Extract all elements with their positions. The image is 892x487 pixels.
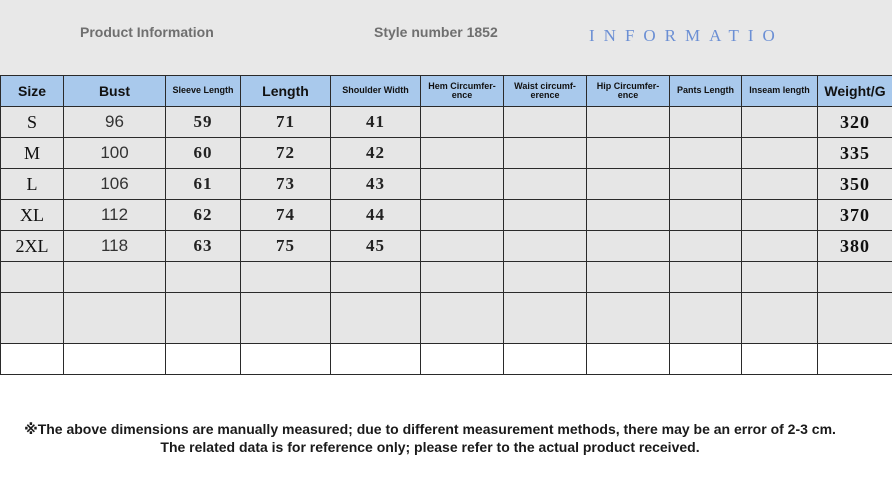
empty-cell — [421, 231, 504, 262]
empty-cell — [421, 169, 504, 200]
empty-cell — [587, 107, 670, 138]
empty-cell — [587, 200, 670, 231]
sleeve-cell: 60 — [166, 138, 241, 169]
col-header-waist-circumference: Waist circumf- erence — [504, 76, 587, 107]
col-header-size: Size — [1, 76, 64, 107]
size-cell: S — [1, 107, 64, 138]
size-cell: M — [1, 138, 64, 169]
weight-cell: 370 — [818, 200, 892, 231]
empty-cell — [587, 169, 670, 200]
empty-row — [1, 262, 892, 293]
empty-cell — [421, 200, 504, 231]
weight-cell: 380 — [818, 231, 892, 262]
weight-cell: 320 — [818, 107, 892, 138]
style-number-label: Style number 1852 — [374, 24, 498, 40]
col-header-length: Length — [241, 76, 331, 107]
weight-cell: 350 — [818, 169, 892, 200]
shoulder-cell: 42 — [331, 138, 421, 169]
col-header-hip-circumference: Hip Circumfer- ence — [587, 76, 670, 107]
shoulder-cell: 45 — [331, 231, 421, 262]
bust-cell: 106 — [64, 169, 166, 200]
table-row — [1, 107, 892, 138]
empty-cell — [587, 231, 670, 262]
note-line-1: ※The above dimensions are manually measured; due to different measurement methods, there may be an error of 2-3 cm. — [24, 421, 836, 437]
table-row — [1, 200, 892, 231]
empty-row — [1, 293, 892, 344]
shoulder-cell: 43 — [331, 169, 421, 200]
empty-cell — [742, 169, 818, 200]
note-line-2: The related data is for reference only; please refer to the actual product received. — [160, 439, 700, 455]
col-header-weight: Weight/G — [818, 76, 892, 107]
col-header-sleeve-length: Sleeve Length — [166, 76, 241, 107]
header-band — [0, 0, 892, 75]
bust-cell: 100 — [64, 138, 166, 169]
empty-cell — [421, 138, 504, 169]
weight-cell: 335 — [818, 138, 892, 169]
length-cell: 74 — [241, 200, 331, 231]
sleeve-cell: 63 — [166, 231, 241, 262]
table-row — [1, 231, 892, 262]
col-header-inseam-length: Inseam length — [742, 76, 818, 107]
table-row — [1, 169, 892, 200]
product-info-label: Product Information — [80, 24, 214, 40]
empty-cell — [670, 107, 742, 138]
bust-cell: 118 — [64, 231, 166, 262]
sleeve-cell: 62 — [166, 200, 241, 231]
col-header-pants-length: Pants Length — [670, 76, 742, 107]
size-cell: L — [1, 169, 64, 200]
length-cell: 73 — [241, 169, 331, 200]
empty-cell — [670, 169, 742, 200]
col-header-hem-circumference: Hem Circumfer- ence — [421, 76, 504, 107]
empty-cell — [504, 138, 587, 169]
table-row — [1, 138, 892, 169]
empty-cell — [742, 107, 818, 138]
col-header-shoulder-width: Shoulder Width — [331, 76, 421, 107]
empty-cell — [504, 107, 587, 138]
empty-cell — [504, 231, 587, 262]
empty-cell — [742, 231, 818, 262]
size-chart-table — [0, 75, 892, 375]
empty-cell — [742, 138, 818, 169]
empty-cell — [504, 200, 587, 231]
size-cell: 2XL — [1, 231, 64, 262]
empty-row — [1, 344, 892, 375]
length-cell: 75 — [241, 231, 331, 262]
header-row — [1, 76, 892, 107]
bust-cell: 112 — [64, 200, 166, 231]
bust-cell: 96 — [64, 107, 166, 138]
sleeve-cell: 59 — [166, 107, 241, 138]
size-cell: XL — [1, 200, 64, 231]
info-watermark: INFORMATIO — [589, 26, 784, 45]
empty-cell — [421, 107, 504, 138]
col-header-bust: Bust — [64, 76, 166, 107]
empty-cell — [670, 231, 742, 262]
shoulder-cell: 44 — [331, 200, 421, 231]
empty-cell — [587, 138, 670, 169]
shoulder-cell: 41 — [331, 107, 421, 138]
length-cell: 71 — [241, 107, 331, 138]
sleeve-cell: 61 — [166, 169, 241, 200]
empty-cell — [504, 169, 587, 200]
empty-cell — [670, 138, 742, 169]
empty-cell — [742, 200, 818, 231]
measurement-note — [0, 420, 860, 456]
empty-cell — [670, 200, 742, 231]
length-cell: 72 — [241, 138, 331, 169]
